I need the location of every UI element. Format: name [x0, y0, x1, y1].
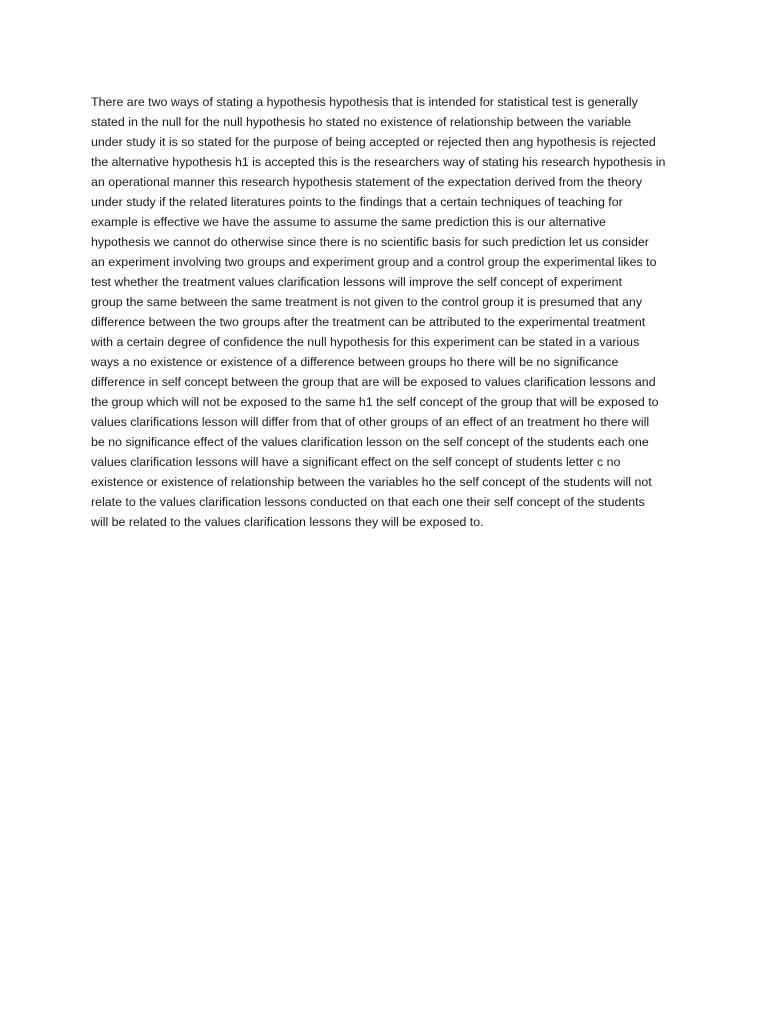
paragraph-line-16: the group which will not be exposed to the same h1 the self concept of the group that will be exposed to [91, 395, 659, 409]
paragraph-line-6: under study if the related literatures points to the findings that a certain techniques of teaching for [91, 195, 623, 209]
paragraph-line-19: values clarification lessons will have a significant effect on the self concept of students letter c no [91, 455, 621, 469]
paragraph-line-7: example is effective we have the assume to assume the same prediction this is our alternative [91, 215, 606, 229]
paragraph-line-3: under study it is so stated for the purpose of being accepted or rejected then ang hypothesis is rejected [91, 135, 656, 149]
paragraph-line-10: test whether the treatment values clarification lessons will improve the self concept of experiment [91, 275, 622, 289]
paragraph-line-13: with a certain degree of confidence the null hypothesis for this experiment can be stated in a various [91, 335, 640, 349]
paragraph-line-4: the alternative hypothesis h1 is accepted this is the researchers way of stating his research hypothesis in [91, 155, 666, 169]
paragraph-line-5: an operational manner this research hypothesis statement of the expectation derived from the theory [91, 175, 643, 189]
paragraph-line-8: hypothesis we cannot do otherwise since there is no scientific basis for such prediction let us consider [91, 235, 649, 249]
paragraph-line-18: be no significance effect of the values clarification lesson on the self concept of the students each one [91, 435, 649, 449]
paragraph-line-12: difference between the two groups after the treatment can be attributed to the experimental treatment [91, 315, 646, 329]
paragraph-line-9: an experiment involving two groups and experiment group and a control group the experimental likes to [91, 255, 657, 269]
paragraph-line-21: relate to the values clarification lessons conducted on that each one their self concept of the students [91, 495, 645, 509]
paragraph-line-22: will be related to the values clarification lessons they will be exposed to. [91, 515, 484, 529]
paragraph-line-14: ways a no existence or existence of a difference between groups ho there will be no significance [91, 355, 619, 369]
body-paragraph [91, 92, 691, 532]
paragraph-line-2: stated in the null for the null hypothesis ho stated no existence of relationship between the variable [91, 115, 632, 129]
paragraph-line-1: There are two ways of stating a hypothesis hypothesis that is intended for statistical test is generally [91, 95, 638, 109]
paragraph-line-17: values clarifications lesson will differ from that of other groups of an effect of an treatment ho there will [91, 415, 650, 429]
paragraph-line-15: difference in self concept between the group that are will be exposed to values clarification lessons and [91, 375, 656, 389]
paragraph-line-11: group the same between the same treatment is not given to the control group it is presumed that any [91, 295, 643, 309]
paragraph-line-20: existence or existence of relationship between the variables ho the self concept of the students will not [91, 475, 652, 489]
